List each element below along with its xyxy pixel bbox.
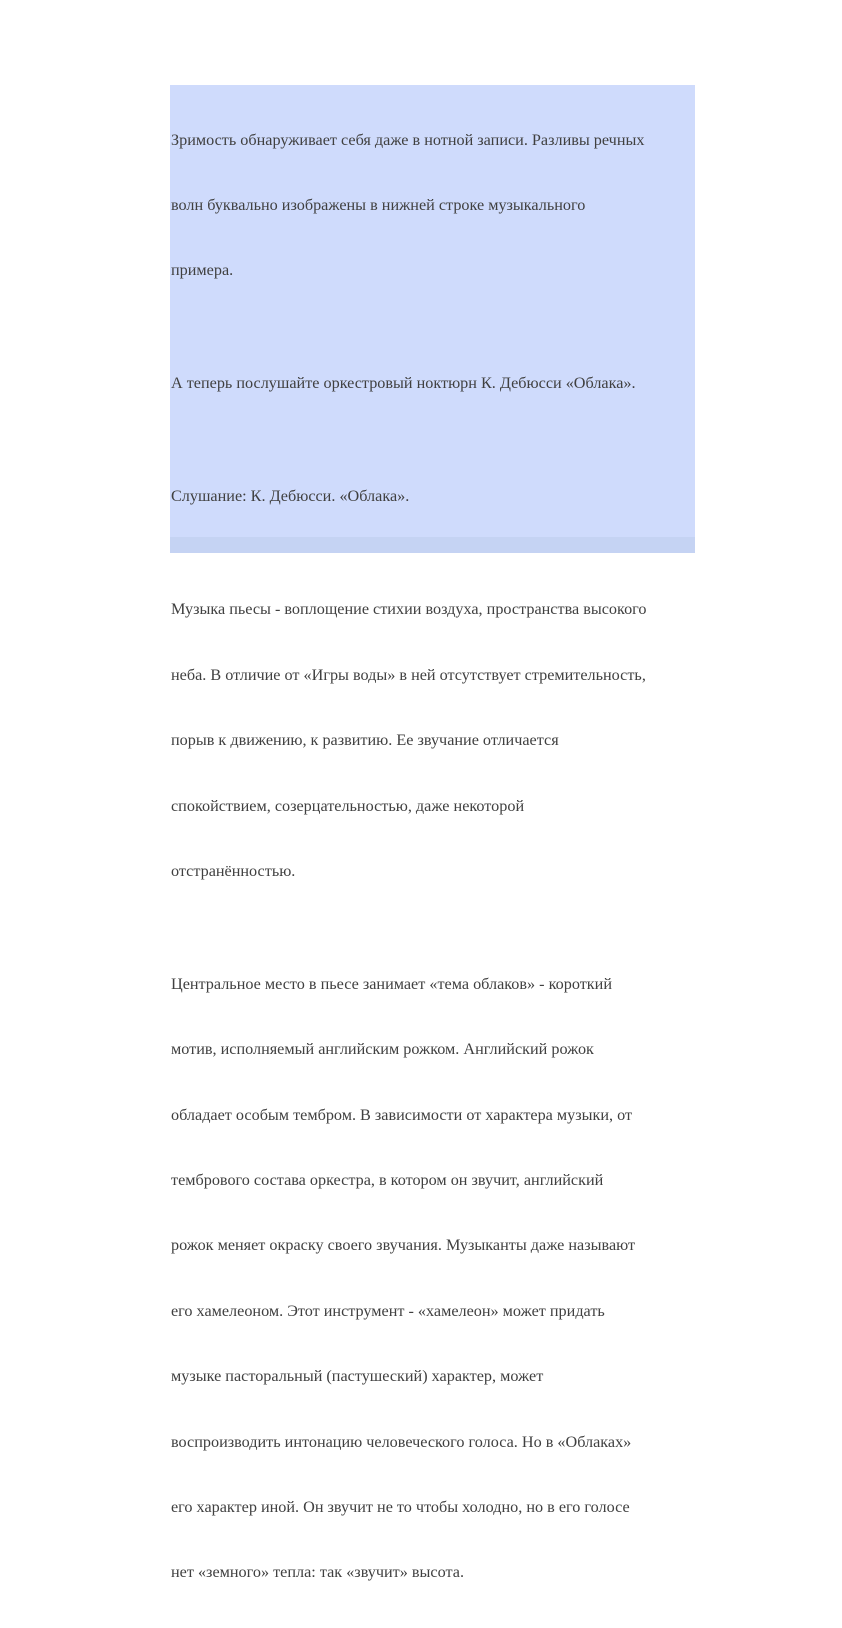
text-line: его характер иной. Он звучит не то чтобы холодно, но в его голосе xyxy=(171,1498,630,1516)
text-line: рожок меняет окраску своего звучания. Музыканты даже называют xyxy=(171,1236,636,1255)
text-line: обладает особым тембром. В зависимости от характера музыки, от xyxy=(171,1105,633,1124)
text-line: Музыка пьесы - воплощение стихии воздуха, пространства высокого xyxy=(171,600,647,619)
text-line: волн буквально изображены в нижней строке музыкального xyxy=(171,195,586,214)
text-line: А теперь послушайте оркестровый ноктюрн К. Дебюсси «Облака». xyxy=(171,374,636,393)
paragraph-2 xyxy=(171,330,695,439)
text-line: Слушание: К. Дебюсси. «Облака». xyxy=(171,487,410,506)
text-line: неба. В отличие от «Игры воды» в ней отсутствует стремительность, xyxy=(171,665,646,684)
text-line: примера. xyxy=(171,261,234,280)
text-line: воспроизводить интонацию человеческого голоса. Но в «Облаках» xyxy=(171,1432,632,1451)
text-line: Центральное место в пьесе занимает «тема облаков» - короткий xyxy=(171,974,612,993)
text-line: спокойствием, созерцательностью, даже некоторой xyxy=(171,796,525,815)
text-line: мотив, исполняемый английским рожком. Английский рожок xyxy=(171,1040,594,1059)
paragraph-4 xyxy=(171,556,695,927)
text-line: отстранённостью. xyxy=(171,861,296,880)
text-line: его хамелеоном. Этот инструмент - «хамелеон» может придать xyxy=(171,1301,605,1320)
text-line: порыв к движению, к развитию. Ее звучание отличается xyxy=(171,731,559,750)
text-line: тембрового состава оркестра, в котором он звучит, английский xyxy=(171,1171,604,1190)
text-box-bottom-band xyxy=(170,537,695,553)
text-line: Зримость обнаруживает себя даже в нотной записи. Разливы речных xyxy=(171,130,645,149)
text-line: музыке пасторальный (пастушеский) характер, может xyxy=(171,1367,544,1386)
paragraph-3 xyxy=(171,443,695,552)
text-box xyxy=(170,85,695,1582)
text-line: нет «земного» тепла: так «звучит» высота. xyxy=(171,1563,464,1582)
paragraph-5 xyxy=(171,930,695,1628)
paragraph-1 xyxy=(171,86,695,326)
